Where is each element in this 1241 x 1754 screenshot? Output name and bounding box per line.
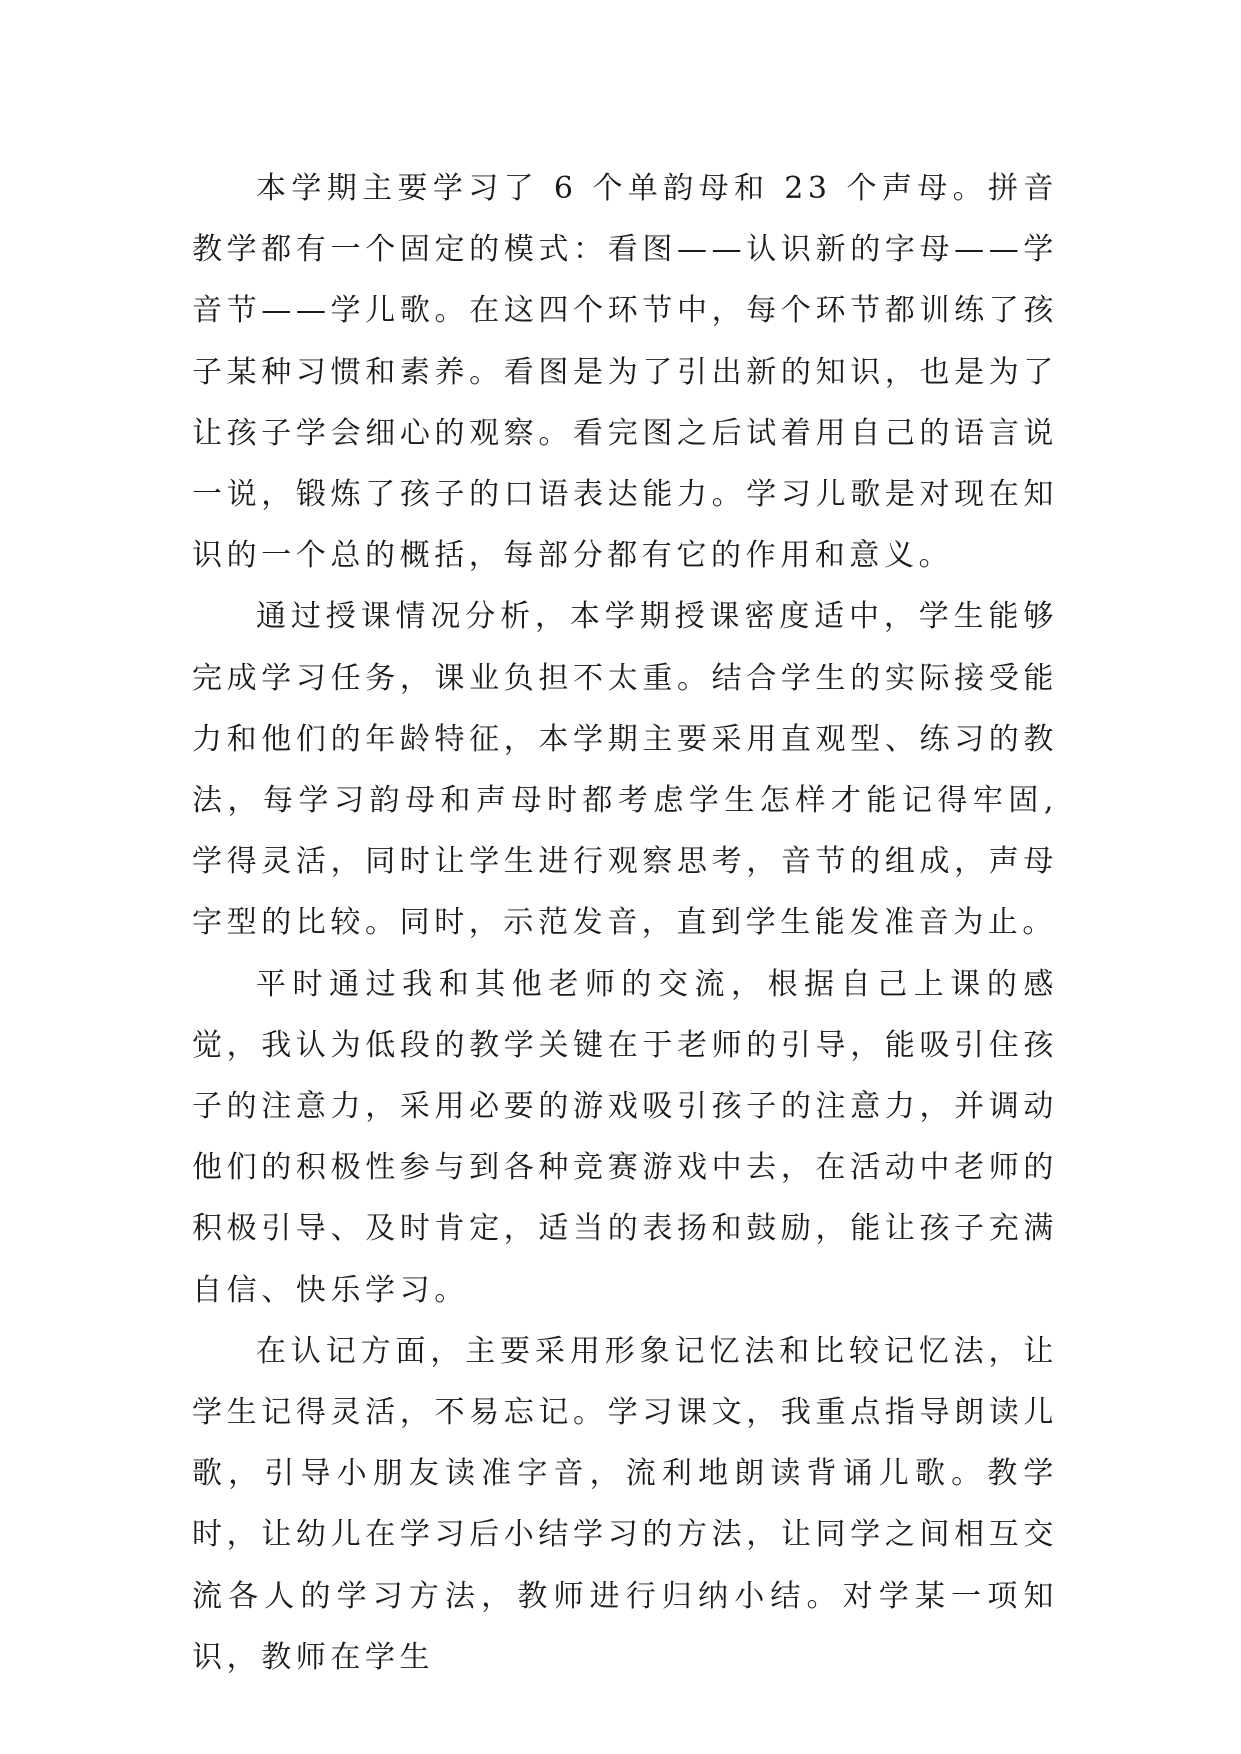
paragraph-4: 在认记方面，主要采用形象记忆法和比较记忆法，让学生记得灵活，不易忘记。学习课文，我重点指导朗读儿歌，引导小朋友读准字音，流利地朗读背诵儿歌。教学时，让幼儿在学习后小结学习的方法，让同学之间相互交流各人的学习方法，教师进行归纳小结。对学某一项知识，教师在学生	[192, 1333, 1058, 1675]
document-page	[192, 158, 1058, 1688]
paragraph-3: 平时通过我和其他老师的交流，根据自己上课的感觉，我认为低段的教学关键在于老师的引导，能吸引住孩子的注意力，采用必要的游戏吸引孩子的注意力，并调动他们的积极性参与到各种竞赛游戏中去，在活动中老师的积极引导、及时肯定，适当的表扬和鼓励，能让孩子充满自信、快乐学习。	[192, 966, 1058, 1308]
paragraph-1: 本学期主要学习了 6 个单韵母和 23 个声母。拼音教学都有一个固定的模式：看图——认识新的字母——学音节——学儿歌。在这四个环节中，每个环节都训练了孩子某种习惯和素养。看图是为了引出新的知识，也是为了让孩子学会细心的观察。看完图之后试着用自己的语言说一说，锻炼了孩子的口语表达能力。学习儿歌是对现在知识的一个总的概括，每部分都有它的作用和意义。	[192, 171, 1058, 574]
paragraph-2: 通过授课情况分析，本学期授课密度适中，学生能够完成学习任务，课业负担不太重。结合学生的实际接受能力和他们的年龄特征，本学期主要采用直观型、练习的教法，每学习韵母和声母时都考虑学生怎样才能记得牢固,学得灵活，同时让学生进行观察思考，音节的组成，声母字型的比较。同时，示范发音，直到学生能发准音为止。	[192, 599, 1058, 941]
